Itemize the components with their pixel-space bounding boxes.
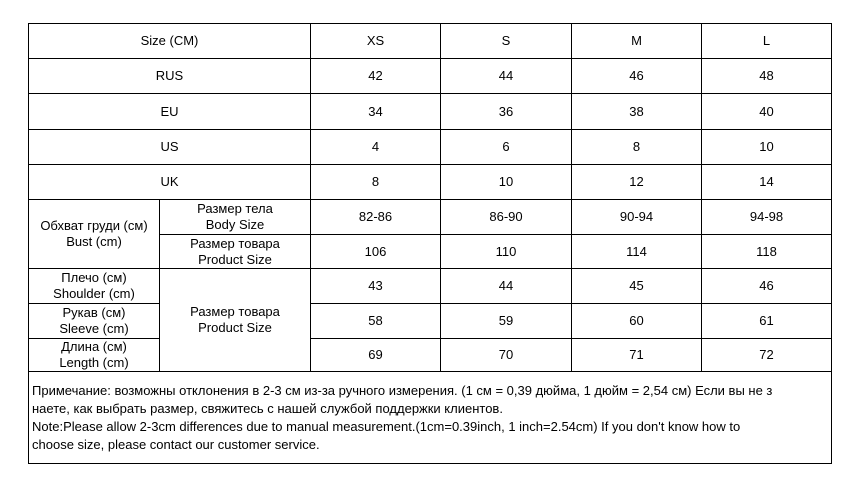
note-ru-line-2: наете, как выбрать размер, свяжитесь с нашей службой поддержки клиентов. bbox=[32, 401, 503, 416]
sleeve-label-en: Sleeve (cm) bbox=[59, 321, 129, 336]
header-row bbox=[29, 24, 832, 59]
table-row-rus bbox=[29, 59, 832, 94]
sublabel-product-size bbox=[160, 269, 311, 372]
cell-rus-xs: 42 bbox=[311, 59, 441, 94]
cell-us-l: 10 bbox=[702, 130, 832, 165]
length-label-ru: Длина (см) bbox=[61, 339, 127, 354]
table-row-length bbox=[29, 339, 832, 372]
row-label-sleeve bbox=[29, 304, 160, 339]
cell-length-s: 70 bbox=[441, 339, 572, 372]
bust-product-label-en: Product Size bbox=[198, 251, 272, 267]
cell-sleeve-s: 59 bbox=[441, 304, 572, 339]
cell-eu-l: 40 bbox=[702, 94, 832, 130]
product-size-label-ru: Размер товара bbox=[190, 304, 280, 319]
bust-label-ru: Обхват груди (см) bbox=[40, 218, 148, 233]
cell-bust-product-xs: 106 bbox=[311, 235, 441, 269]
bust-product-label-ru: Размер товара bbox=[190, 235, 280, 251]
cell-shoulder-m: 45 bbox=[572, 269, 702, 304]
table-row-us bbox=[29, 130, 832, 165]
size-header-xs: XS bbox=[311, 24, 441, 59]
row-label-uk: UK bbox=[29, 165, 311, 200]
measurement-note bbox=[29, 372, 832, 464]
cell-bust-body-m: 90-94 bbox=[572, 200, 702, 235]
table-row-bust-body bbox=[29, 200, 832, 235]
cell-uk-s: 10 bbox=[441, 165, 572, 200]
table-row-eu bbox=[29, 94, 832, 130]
row-label-rus: RUS bbox=[29, 59, 311, 94]
cell-length-m: 71 bbox=[572, 339, 702, 372]
cell-shoulder-l: 46 bbox=[702, 269, 832, 304]
table-row-sleeve bbox=[29, 304, 832, 339]
sublabel-bust-product-size bbox=[160, 235, 311, 269]
cell-rus-s: 44 bbox=[441, 59, 572, 94]
cell-bust-product-s: 110 bbox=[441, 235, 572, 269]
table-row-shoulder bbox=[29, 269, 832, 304]
cell-bust-product-m: 114 bbox=[572, 235, 702, 269]
size-header-m: M bbox=[572, 24, 702, 59]
note-row bbox=[29, 372, 832, 464]
row-label-shoulder bbox=[29, 269, 160, 304]
size-header-s: S bbox=[441, 24, 572, 59]
cell-us-s: 6 bbox=[441, 130, 572, 165]
cell-eu-xs: 34 bbox=[311, 94, 441, 130]
cell-uk-xs: 8 bbox=[311, 165, 441, 200]
note-en-line-2: choose size, please contact our customer service. bbox=[32, 437, 320, 452]
row-label-eu: EU bbox=[29, 94, 311, 130]
size-header-l: L bbox=[702, 24, 832, 59]
cell-eu-s: 36 bbox=[441, 94, 572, 130]
body-size-label-en: Body Size bbox=[205, 217, 265, 232]
cell-shoulder-xs: 43 bbox=[311, 269, 441, 304]
product-size-label-en: Product Size bbox=[198, 320, 272, 335]
cell-us-m: 8 bbox=[572, 130, 702, 165]
cell-bust-body-xs: 82-86 bbox=[311, 200, 441, 235]
cell-sleeve-m: 60 bbox=[572, 304, 702, 339]
cell-eu-m: 38 bbox=[572, 94, 702, 130]
cell-bust-body-l: 94-98 bbox=[702, 200, 832, 235]
bust-label-en: Bust (cm) bbox=[66, 234, 122, 249]
cell-bust-body-s: 86-90 bbox=[441, 200, 572, 235]
body-size-label-ru: Размер тела bbox=[197, 201, 273, 216]
cell-uk-m: 12 bbox=[572, 165, 702, 200]
row-label-bust bbox=[29, 200, 160, 269]
size-header-label: Size (CM) bbox=[29, 24, 311, 59]
cell-bust-product-l: 118 bbox=[702, 235, 832, 269]
sleeve-label-ru: Рукав (см) bbox=[62, 305, 126, 320]
cell-rus-m: 46 bbox=[572, 59, 702, 94]
note-en-line-1: Note:Please allow 2-3cm differences due to manual measurement.(1cm=0.39inch, 1 inch=2.54cm) If you don't know how to bbox=[32, 419, 741, 434]
shoulder-label-en: Shoulder (cm) bbox=[53, 286, 135, 301]
row-label-length bbox=[29, 339, 160, 372]
note-ru-line-1: Примечание: возможны отклонения в 2-3 см из-за ручного измерения. (1 см = 0,39 дюйма, 1 дюйм = 2,54 см) Если вы не з bbox=[32, 383, 773, 398]
length-label-en: Length (cm) bbox=[59, 355, 129, 370]
cell-sleeve-l: 61 bbox=[702, 304, 832, 339]
cell-us-xs: 4 bbox=[311, 130, 441, 165]
table-row-uk bbox=[29, 165, 832, 200]
cell-shoulder-s: 44 bbox=[441, 269, 572, 304]
cell-length-l: 72 bbox=[702, 339, 832, 372]
cell-sleeve-xs: 58 bbox=[311, 304, 441, 339]
cell-rus-l: 48 bbox=[702, 59, 832, 94]
shoulder-label-ru: Плечо (см) bbox=[61, 270, 127, 285]
size-chart-table bbox=[28, 23, 832, 464]
cell-length-xs: 69 bbox=[311, 339, 441, 372]
cell-uk-l: 14 bbox=[702, 165, 832, 200]
sublabel-body-size bbox=[160, 200, 311, 235]
row-label-us: US bbox=[29, 130, 311, 165]
